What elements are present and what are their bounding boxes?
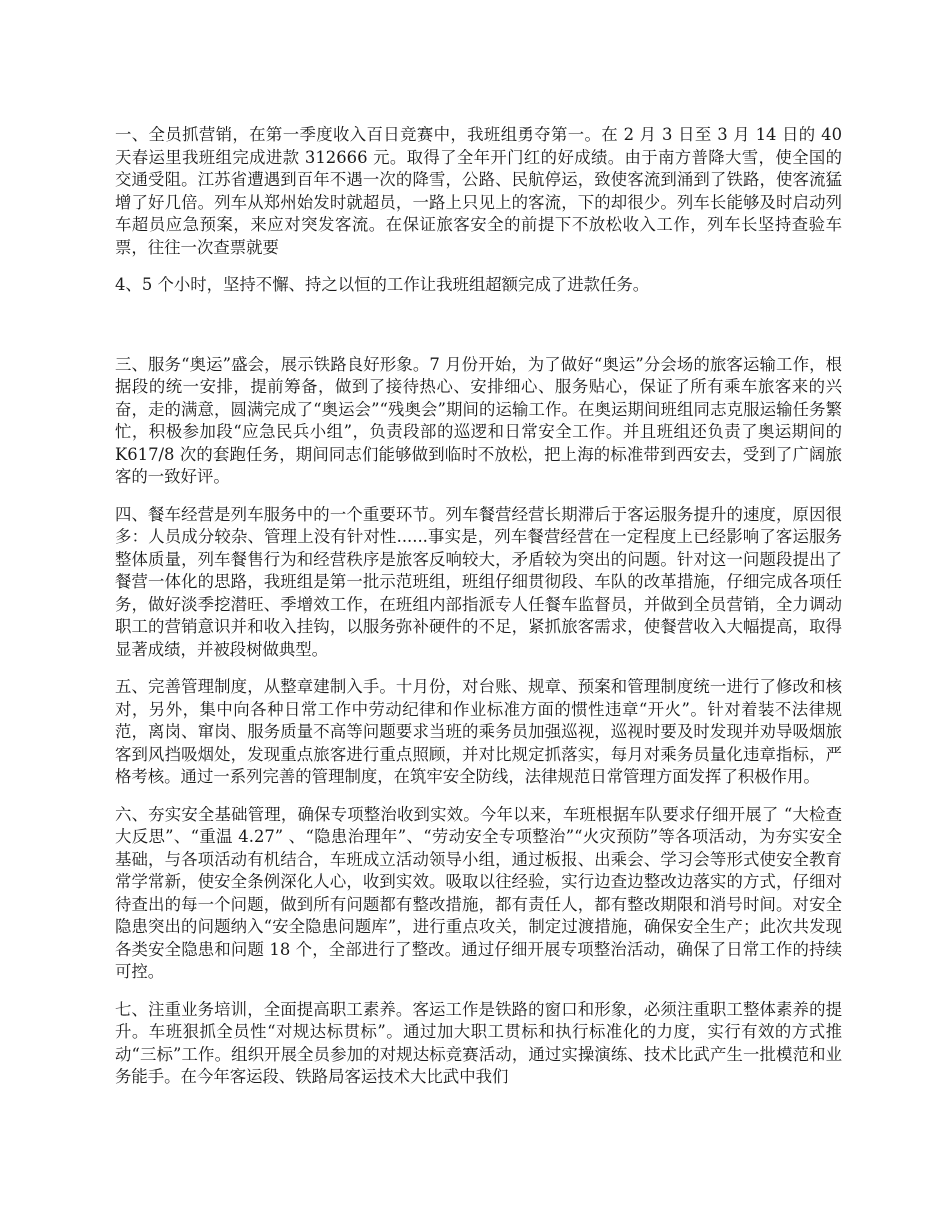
document-body <box>115 124 842 1104</box>
paragraph-6: 六、夯实安全基础管理，确保专项整治收到实效。今年以来，车班根据车队要求仔细开展了 “大检查大反思”、“重温 4.27” 、“隐患治理年”、“劳动安全专项整治”“火灾预防”等各项活动，为夯实安全基础，与各项活动有机结合，车班成立活动领导小组，通过板报、出乘会、学习会等形式使安全教育常学常新，使安全条例深化人心，收到实效。吸取以往经验，实行边查边整改边落实的方式，仔细对待查出的每一个问题，做到所有问题都有整改措施，都有责任人，都有整改期限和消号时间。对安全隐患突出的问题纳入“安全隐患问题库”，进行重点攻关，制定过渡措施，确保安全生产；此次共发现各类安全隐患和问题 18 个，全部进行了整改。通过仔细开展专项整治活动，确保了日常工作的持续可控。 <box>115 804 842 981</box>
paragraph-3: 三、服务“奥运”盛会，展示铁路良好形象。7 月份开始，为了做好“奥运”分会场的旅客运输工作，根据段的统一安排，提前筹备，做到了接待热心、安排细心、服务贴心，保证了所有乘车旅客来的兴奋，走的满意，圆满完成了“奥运会”“残奥会”期间的运输工作。在奥运期间班组同志克服运输任务繁忙，积极参加段“应急民兵小组”，负责段部的巡逻和日常安全工作。并且班组还负责了奥运期间的 K617/8 次的套跑任务，期间同志们能够做到临时不放松，把上海的标准带到西安去，受到了广阔旅客的一致好评。 <box>115 354 842 486</box>
paragraph-7: 七、注重业务培训，全面提高职工素养。客运工作是铁路的窗口和形象，必须注重职工整体素养的提升。车班狠抓全员性“对规达标贯标”。通过加大职工贯标和执行标准化的力度，实行有效的方式推动“三标”工作。组织开展全员参加的对规达标竞赛活动，通过实操演练、技术比武产生一批模范和业务能手。在今年客运段、铁路局客运技术大比武中我们 <box>115 999 842 1086</box>
paragraph-4: 四、餐车经营是列车服务中的一个重要环节。列车餐营经营长期滞后于客运服务提升的速度，原因很多：人员成分较杂、管理上没有针对性......事实是，列车餐营经营在一定程度上已经影响了客运服务整体质量，列车餐售行为和经营秩序是旅客反响较大，矛盾较为突出的问题。针对这一问题段提出了餐营一体化的思路，我班组是第一批示范班组，班组仔细贯彻段、车队的改革措施，仔细完成各项任务，做好淡季挖潜旺、季增效工作，在班组内部指派专人任餐车监督员，并做到全员营销，全力调动职工的营销意识并和收入挂钩，以服务弥补硬件的不足，紧抓旅客需求，使餐营收入大幅提高，取得显著成绩，并被段树做典型。 <box>115 504 842 659</box>
paragraph-1: 一、全员抓营销，在第一季度收入百日竞赛中，我班组勇夺第一。在 2 月 3 日至 3 月 14 日的 40 天春运里我班组完成进款 312666 元。取得了全年开门红的好成绩。由于南方普降大雪，使全国的交通受阻。江苏省遭遇到百年不遇一次的降雪，公路、民航停运，致使客流到涌到了铁路，使客流猛增了好几倍。列车从郑州始发时就超员，一路上只见上的客流，下的却很少。列车长能够及时启动列车超员应急预案，来应对突发客流。在保证旅客安全的前提下不放松收入工作，列车长坚持查验车票，往往一次查票就要 <box>115 125 842 257</box>
paragraph-5: 五、完善管理制度，从整章建制入手。十月份，对台账、规章、预案和管理制度统一进行了修改和核对，另外，集中向各种日常工作中劳动纪律和作业标准方面的惯性违章“开火”。针对着装不法律规范，离岗、窜岗、服务质量不高等问题要求当班的乘务员加强巡视，巡视时要及时发现并劝导吸烟旅客到风挡吸烟处，发现重点旅客进行重点照顾，并对比规定抓落实，每月对乘务员量化违章指标，严格考核。通过一系列完善的管理制度，在筑牢安全防线，法律规范日常管理方面发挥了积极作用。 <box>115 677 842 786</box>
paragraph-2: 4、5 个小时，坚持不懈、持之以恒的工作让我班组超额完成了进款任务。 <box>115 275 650 294</box>
